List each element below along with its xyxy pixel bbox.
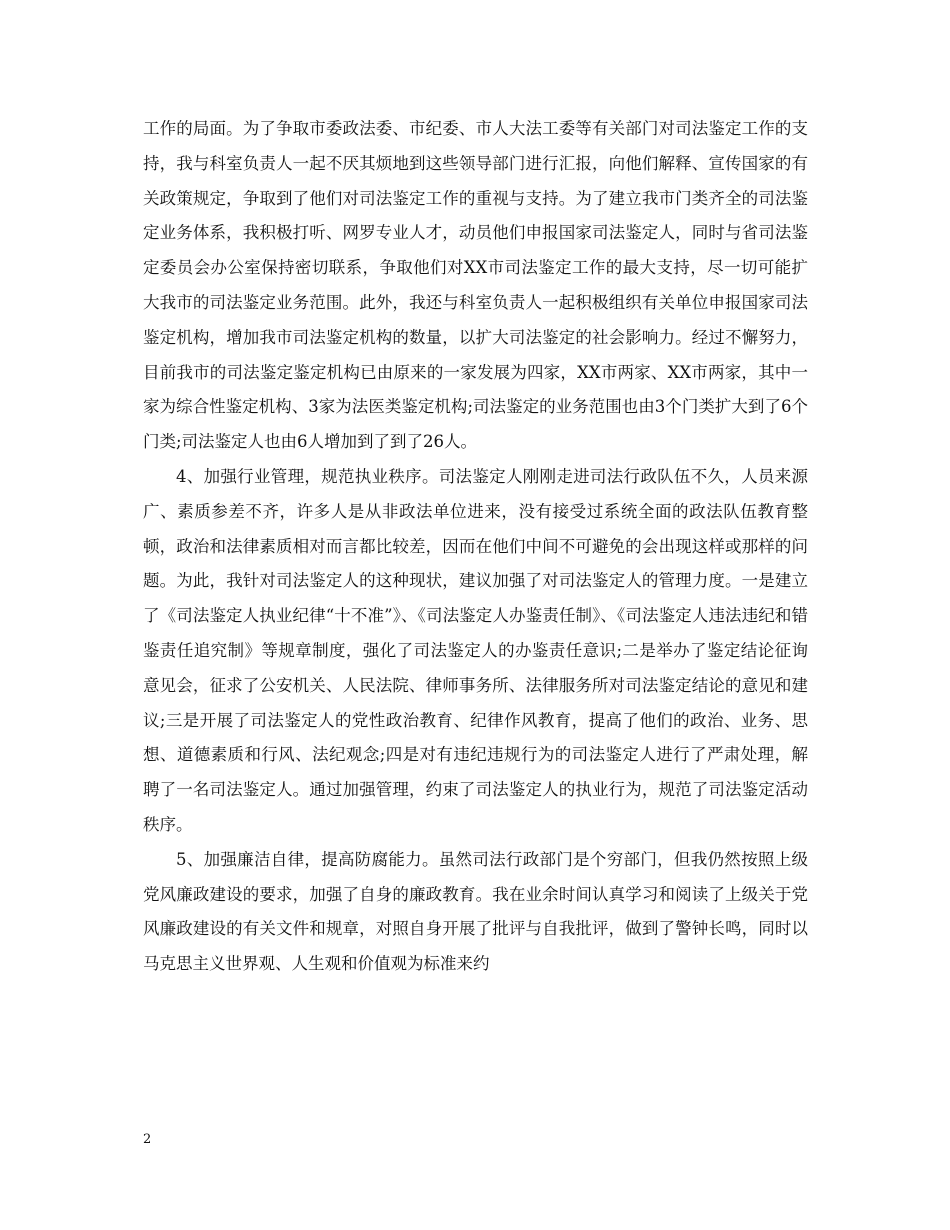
paragraph-continuation: 工作的局面。为了争取市委政法委、市纪委、市人大法工委等有关部门对司法鉴定工作的支持，我与科室负责人一起不厌其烦地到这些领导部门进行汇报，向他们解释、宣传国家的有关政策规定，争取到了他们对司法鉴定工作的重视与支持。为了建立我市门类齐全的司法鉴定业务体系，我积极打听、网罗专业人才，动员他们申报国家司法鉴定人，同时与省司法鉴定委员会办公室保持密切联系，争取他们对XX市司法鉴定工作的最大支持，尽一切可能扩大我市的司法鉴定业务范围。此外，我还与科室负责人一起积极组织有关单位申报国家司法鉴定机构，增加我市司法鉴定机构的数量，以扩大司法鉴定的社会影响力。经过不懈努力，目前我市的司法鉴定鉴定机构已由原来的一家发展为四家，XX市两家、XX市两家，其中一家为综合性鉴定机构、3家为法医类鉴定机构;司法鉴定的业务范围也由3个门类扩大到了6个门类;司法鉴定人也由6人增加到了到了26人。 (143, 119, 808, 452)
document-body (143, 112, 808, 982)
paragraph-industry-management: 4、加强行业管理，规范执业秩序。司法鉴定人刚刚走进司法行政队伍不久，人员来源广、素质参差不齐，许多人是从非政法单位进来，没有接受过系统全面的政法队伍教育整顿，政治和法律素质相对而言都比较差，因而在他们中间不可避免的会出现这样或那样的问题。为此，我针对司法鉴定人的这种现状，建议加强了对司法鉴定人的管理力度。一是建立了《司法鉴定人执业纪律“十不准”》、《司法鉴定人办鉴责任制》、《司法鉴定人违法违纪和错鉴责任追究制》等规章制度，强化了司法鉴定人的办鉴责任意识;二是举办了鉴定结论征询意见会，征求了公安机关、人民法院、律师事务所、法律服务所对司法鉴定结论的意见和建议;三是开展了司法鉴定人的党性政治教育、纪律作风教育，提高了他们的政治、业务、思想、道德素质和行风、法纪观念;四是对有违纪违规行为的司法鉴定人进行了严肃处理，解聘了一名司法鉴定人。通过加强管理，约束了司法鉴定人的执业行为，规范了司法鉴定活动秩序。 (143, 466, 808, 834)
page-number: 2 (143, 1132, 152, 1147)
paragraph-integrity-self-discipline: 5、加强廉洁自律，提高防腐能力。虽然司法行政部门是个穷部门，但我仍然按照上级党风廉政建设的要求，加强了自身的廉政教育。我在业余时间认真学习和阅读了上级关于党风廉政建设的有关文件和规章，对照自身开展了批评与自我批评，做到了警钟长鸣，同时以马克思主义世界观、人生观和价值观为标准来约 (143, 849, 808, 974)
